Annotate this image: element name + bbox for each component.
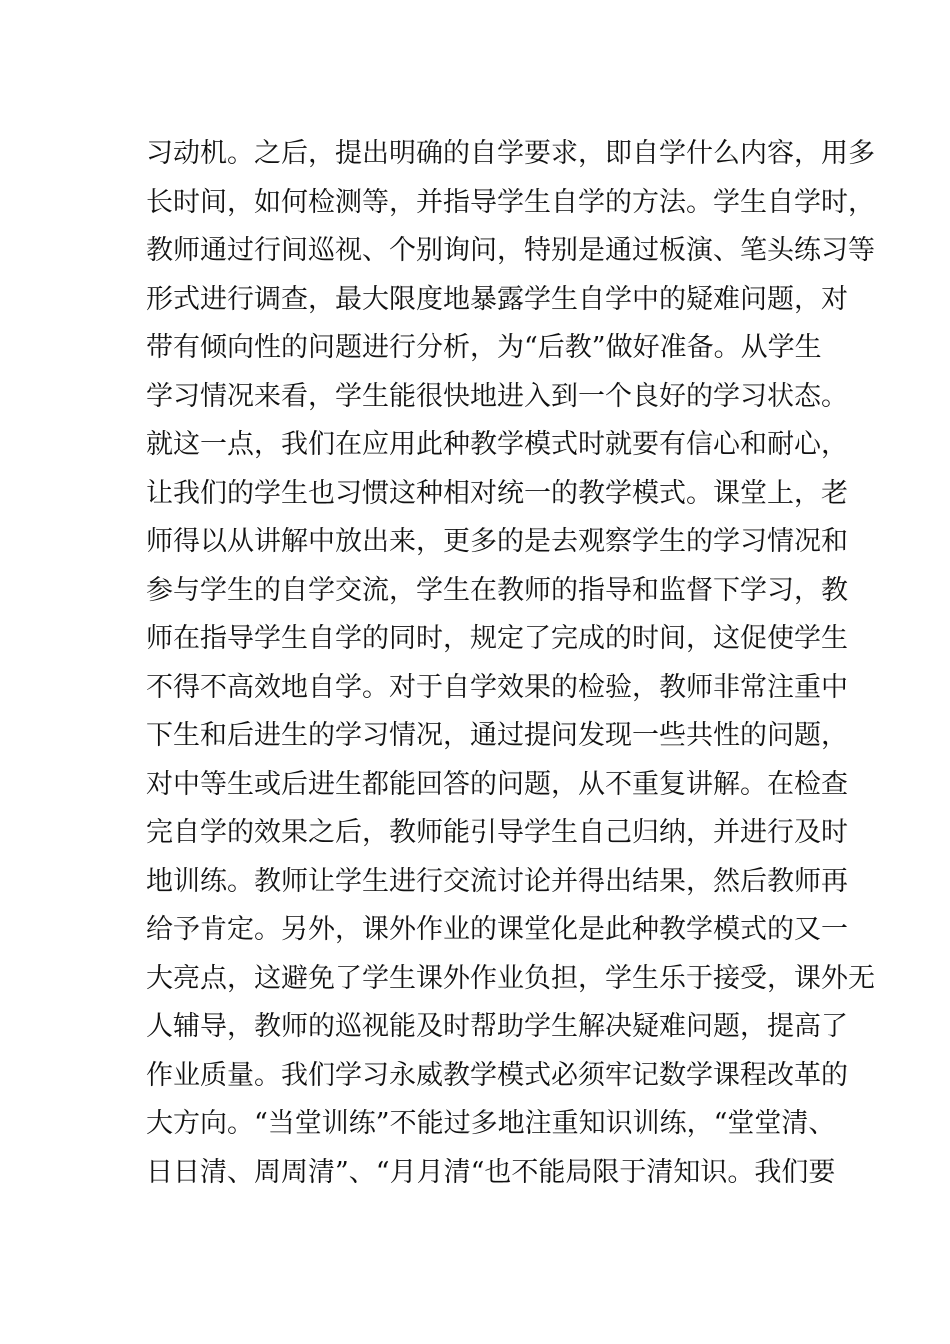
text-line: 师得以从讲解中放出来，更多的是去观察学生的学习情况和 [146, 526, 848, 557]
text-line: 教师通过行间巡视、个别询问，特别是通过板演、笔头练习等 [146, 235, 875, 266]
text-line: 参与学生的自学交流，学生在教师的指导和监督下学习，教 [146, 574, 848, 606]
text-line: 就这一点，我们在应用此种教学模式时就要有信心和耐心， [146, 429, 848, 460]
text-line: 让我们的学生也习惯这种相对统一的教学模式。课堂上，老 [146, 477, 848, 509]
text-line: 对中等生或后进生都能回答的问题，从不重复讲解。在检查 [146, 768, 848, 800]
text-line: 长时间，如何检测等，并指导学生自学的方法。学生自学时， [146, 186, 875, 218]
text-line: 给予肯定。另外，课外作业的课堂化是此种教学模式的又一 [146, 914, 848, 945]
text-line: 不得不高效地自学。对于自学效果的检验，教师非常注重中 [146, 671, 848, 703]
text-line: 日日清、周周清”、“月月清“也不能局限于清知识。我们要 [146, 1156, 836, 1188]
text-line: 大方向。“当堂训练”不能过多地注重知识训练，“堂堂清、 [146, 1108, 836, 1139]
text-line: 地训练。教师让学生进行交流讨论并得出结果，然后教师再 [146, 865, 848, 897]
text-line: 带有倾向性的问题进行分析，为“后教”做好准备。从学生 [146, 332, 822, 363]
text-line: 学习情况来看，学生能很快地进入到一个良好的学习状态。 [146, 380, 848, 412]
text-line: 师在指导学生自学的同时，规定了完成的时间，这促使学生 [146, 623, 848, 654]
text-line: 下生和后进生的学习情况，通过提问发现一些共性的问题， [146, 720, 848, 751]
text-line: 大亮点，这避免了学生课外作业负担，学生乐于接受，课外无 [146, 962, 875, 994]
text-line: 形式进行调查，最大限度地暴露学生自学中的疑难问题，对 [146, 283, 848, 315]
text-line: 作业质量。我们学习永威教学模式必须牢记数学课程改革的 [146, 1059, 848, 1091]
text-line: 完自学的效果之后，教师能引导学生自己归纳，并进行及时 [146, 817, 848, 848]
text-line: 人辅导，教师的巡视能及时帮助学生解决疑难问题，提高了 [146, 1011, 848, 1042]
body-paragraph [146, 130, 875, 1197]
text-line: 习动机。之后，提出明确的自学要求，即自学什么内容，用多 [146, 138, 875, 169]
